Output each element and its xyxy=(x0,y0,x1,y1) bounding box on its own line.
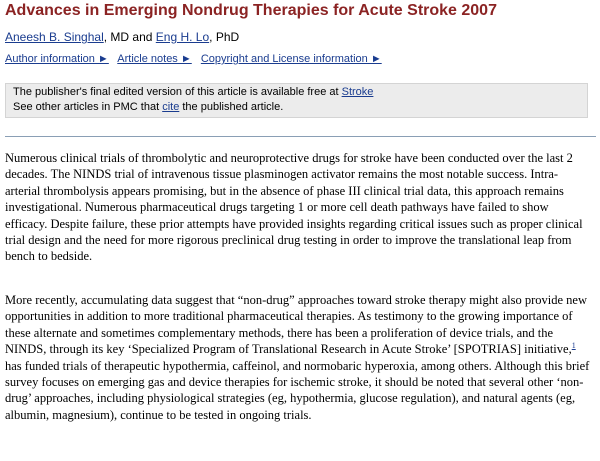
reference-1-link[interactable]: 1 xyxy=(571,341,576,351)
copyright-license-link[interactable]: Copyright and License information ► xyxy=(200,53,382,65)
paragraph-2-text-a: More recently, accumulating data suggest that “non-drug” approaches toward stroke therapy might also provide new opportunities in addition to more traditional pharmaceutical therapies. As testimony to the growing importance of these alternate and sometimes complementary methods, there has been a proliferation of device trials, and the NINDS, through its key ‘Specialized Program of Translational Research in Acute Stroke’ [SPOTRIAS] initiative, xyxy=(5,293,587,357)
article-title: Advances in Emerging Nondrug Therapies for Acute Stroke 2007 xyxy=(5,2,497,19)
author-degree-2: , PhD xyxy=(209,30,240,44)
article-info-links xyxy=(5,53,382,65)
stroke-journal-link[interactable]: Stroke xyxy=(341,86,374,98)
author-line xyxy=(5,30,239,44)
author-link-lo[interactable]: Eng H. Lo xyxy=(155,30,210,44)
author-information-link[interactable]: Author information ► xyxy=(5,53,109,65)
author-degree-1: , MD and xyxy=(103,30,156,44)
cite-link[interactable]: cite xyxy=(162,101,180,113)
body-paragraph-1: Numerous clinical trials of thrombolytic and neuroprotective drugs for stroke have been conducted over the last 2 decades. The NINDS trial of intravenous tissue plasminogen activator remains the most notable success. Intra-arterial thrombolysis appears promising, but in the absence of phase III clinical trial data, this approach remains investigational. Numerous pharmaceutical drugs targeting 1 or more cell death pathways have failed to show efficacy. Despite failure, these prior attempts have provided insights regarding critical issues such as proper clinical trial design and the need for more rigorous preclinical drug testing in order to improve the translational leap from bench to bedside. xyxy=(5,151,583,264)
notice-cite-pre: See other articles in PMC that xyxy=(13,101,163,113)
body-paragraph-2 xyxy=(5,292,593,423)
author-link-singhal[interactable]: Aneesh B. Singhal xyxy=(5,30,104,44)
notice-line-cite xyxy=(13,101,283,113)
publisher-notice-box xyxy=(5,83,588,118)
paragraph-2-text-b: has funded trials of therapeutic hypothermia, caffeinol, and normobaric hyperoxia, among others. Although this brief survey focuses on emerging gas and device therapies for ischemic stroke, it should be noted that several other ‘non-drug’ approaches, including physiological strategies (eg, hypothermia, glucose regulation), and natural agents (eg, albumin, magnesium), continue to be tested in ongoing trials. xyxy=(5,358,590,422)
notice-publisher-text: The publisher's final edited version of this article is available free at xyxy=(13,86,342,98)
section-divider xyxy=(5,136,596,137)
notice-cite-post: the published article. xyxy=(179,101,284,113)
article-notes-link[interactable]: Article notes ► xyxy=(117,53,192,65)
notice-line-publisher xyxy=(13,86,373,98)
